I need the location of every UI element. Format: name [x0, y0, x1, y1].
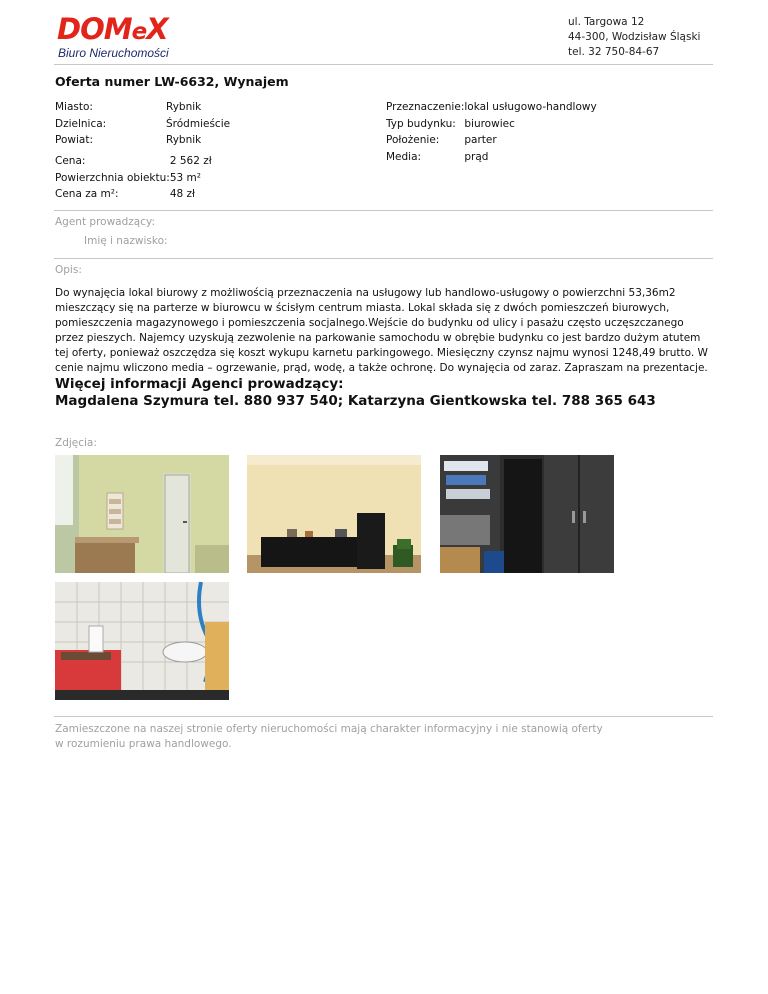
divider — [54, 210, 713, 211]
photo-image — [55, 455, 229, 573]
detail-value: Rybnik — [166, 101, 202, 114]
detail-row — [386, 132, 597, 149]
detail-row — [55, 153, 212, 170]
detail-row — [55, 186, 212, 203]
kitchen-sink-photo[interactable] — [55, 582, 229, 700]
address-city: 44-300, Wodzisław Śląski — [568, 31, 701, 43]
detail-label: Powiat: — [55, 134, 93, 147]
agency-logo — [57, 14, 169, 60]
divider — [54, 64, 713, 65]
detail-label: Położenie: — [386, 134, 440, 147]
detail-value: parter — [464, 134, 497, 147]
detail-row — [55, 99, 230, 116]
agency-address — [568, 15, 700, 60]
detail-label: Miasto: — [55, 101, 93, 114]
detail-label: Cena: — [55, 155, 86, 168]
detail-value: biurowiec — [464, 117, 515, 130]
logo-text: DOMeX — [57, 12, 168, 46]
photo-image — [440, 455, 614, 573]
detail-label: Powierzchnia obiektu: — [55, 171, 170, 184]
detail-label: Typ budynku: — [386, 117, 456, 130]
detail-label: Cena za m²: — [55, 188, 119, 201]
detail-value: 48 zł — [169, 188, 196, 201]
details-price-table — [55, 153, 212, 203]
detail-row — [386, 149, 597, 166]
address-street: ul. Targowa 12 — [568, 16, 645, 28]
detail-value: prąd — [464, 150, 489, 163]
detail-label: Dzielnica: — [55, 117, 107, 130]
office-room-door-photo[interactable] — [55, 455, 229, 573]
details-location-table — [55, 99, 230, 149]
detail-label: Media: — [386, 150, 422, 163]
more-info-heading: Więcej informacji Agenci prowadzący: — [55, 376, 344, 392]
detail-value: Śródmieście — [166, 117, 231, 130]
disclaimer-line: w rozumieniu prawa handlowego. — [55, 738, 232, 750]
office-furniture-photo[interactable] — [247, 455, 421, 573]
description-text: Do wynajęcia lokal biurowy z możliwością przeznaczenia na usługowy lub handlowo-usługowy o powierzchni 53,36m2 mieszczący się na parterze w biurowcu w ścisłym centrum miasta. Lokal składa się z dwóch pomieszczeń biurowych, pomieszczenia magazynowego i pomieszczenia socjalnego.Wejście do budynku od ulicy i pasażu często uczęszczanego przez pieszych. Najemcy uzyskują zezwolenie na parkowanie samochodu w obrębie budynku co jest bardzo dużym atutem tej oferty, ponieważ oszczędza się koszt wykupu karnetu parkingowego. Miesięczny czynsz najmu wynosi 1248,49 brutto. W cenie najmu wliczono media – ogrzewanie, prąd, wodę, a także ochronę. Do wynajęcia od zaraz. Zapraszam na prezentacje. — [55, 287, 708, 374]
detail-row — [386, 116, 597, 133]
disclaimer-line: Zamieszczone na naszej stronie oferty nieruchomości mają charakter informacyjny i nie stanowią oferty — [55, 723, 603, 735]
photo-image — [247, 455, 421, 573]
detail-value: Rybnik — [166, 134, 202, 147]
address-phone: tel. 32 750-84-67 — [568, 46, 660, 58]
detail-label: Przeznaczenie: — [386, 101, 465, 114]
details-property-table — [386, 99, 597, 165]
detail-value: 2 562 zł — [169, 155, 212, 168]
detail-value: lokal usługowo-handlowy — [464, 101, 597, 114]
detail-row — [386, 99, 597, 116]
divider — [54, 258, 713, 259]
offer-title: Oferta numer LW-6632, Wynajem — [55, 74, 289, 89]
storage-shelves-photo[interactable] — [440, 455, 614, 573]
photo-image — [55, 582, 229, 700]
detail-row — [55, 132, 230, 149]
logo-tagline: Biuro Nieruchomości — [58, 46, 169, 60]
divider — [54, 716, 713, 717]
description-label: Opis: — [55, 264, 82, 276]
agent-name-label: Imię i nazwisko: — [84, 235, 168, 247]
photos-label: Zdjęcia: — [55, 437, 97, 449]
agent-section-label: Agent prowadzący: — [55, 216, 155, 228]
more-info — [55, 376, 656, 410]
detail-row — [55, 116, 230, 133]
detail-row — [55, 170, 212, 187]
legal-disclaimer — [55, 722, 603, 752]
agents-contact: Magdalena Szymura tel. 880 937 540; Katarzyna Gientkowska tel. 788 365 643 — [55, 393, 656, 409]
detail-value: 53 m² — [169, 171, 201, 184]
